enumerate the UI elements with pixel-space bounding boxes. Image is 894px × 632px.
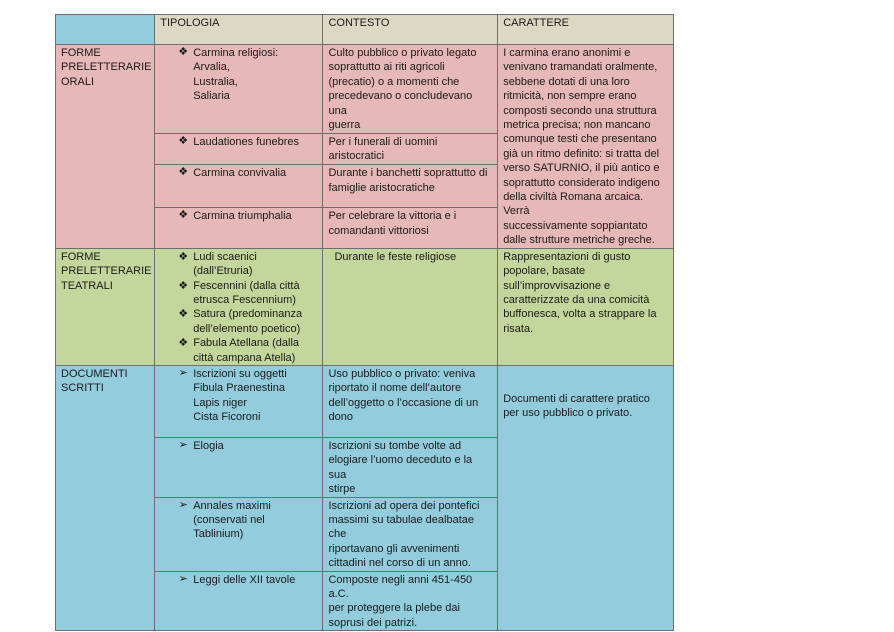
diamond-bullet-icon: ❖ <box>178 46 189 58</box>
tipologia-cell: ❖ Laudationes funebres <box>155 134 323 165</box>
arrow-bullet-icon: ➢ <box>178 498 188 511</box>
carattere-cell-teatrali: Rappresentazioni di gusto popolare, basate sull’improvvisazione e caratterizzate da una comicità buffonesca, volta a strappare la risata. <box>498 248 674 365</box>
contesto-cell: Iscrizioni ad opera dei pontefici massimi su tabulae dealbatae che riportavano gli avvenimenti cittadini nel corso di un anno. <box>323 497 498 571</box>
latin-forms-table <box>55 14 674 631</box>
contesto-cell: Durante i banchetti soprattutto di famiglie aristocratiche <box>323 165 498 208</box>
table-row <box>56 45 674 134</box>
tipologia-cell: ➢ Leggi delle XII tavole <box>155 571 323 631</box>
header-tipologia: TIPOLOGIA <box>155 15 323 45</box>
header-contesto: CONTESTO <box>323 15 498 45</box>
list-item: ❖ Ludi scaenici (dall’Etruria) <box>178 250 257 278</box>
tipologia-cell: ➢ Annales maximi (conservati nel Tablinium) <box>155 497 323 571</box>
arrow-bullet-icon: ➢ <box>178 438 188 451</box>
tipologia-cell: ➢ Elogia <box>155 437 323 497</box>
group-label-orali: FORME PRELETTERARIE ORALI <box>56 45 155 249</box>
diamond-bullet-icon: ❖ <box>178 250 189 263</box>
tipologia-cell: ❖ Carmina convivalia <box>155 165 323 208</box>
list-item: ❖ Satura (predominanza dell’elemento poetico) <box>178 308 303 335</box>
contesto-cell: Composte negli anni 451-450 a.C. per proteggere la plebe dai soprusi dei patrizi. <box>323 571 498 631</box>
table-row <box>56 365 674 437</box>
header-row <box>56 15 674 45</box>
contesto-cell: Iscrizioni su tombe volte ad elogiare l’uomo deceduto e la sua stirpe <box>323 437 498 497</box>
carattere-cell-orali: I carmina erano anonimi e venivano tramandati oralmente, sebbene dotati di una loro ritmicità, non sempre erano composti secondo una struttura metrica precisa; non mancano comunque testi che presentano già un ritmo definito: si tratta del verso SATURNIO, il più antico e soprattutto considerato indigeno della civiltà Romana arcaica. Verrà successivamente soppiantato dalle strutture metriche greche. <box>498 45 674 249</box>
diamond-bullet-icon: ❖ <box>178 337 189 350</box>
carattere-cell-documenti: Documenti di carattere pratico per uso pubblico o privato. <box>498 365 674 630</box>
contesto-cell: Per i funerali di uomini aristocratici <box>323 134 498 165</box>
group-label-teatrali: FORME PRELETTERARIE TEATRALI <box>56 248 155 365</box>
tipologia-cell: ❖ Carmina religiosi: Arvalia, Lustralia, Saliaria <box>155 45 323 134</box>
diamond-bullet-icon: ❖ <box>178 279 189 292</box>
list-item: ❖ Fescennini (dalla città etrusca Fescennium) <box>178 279 300 306</box>
tipologia-cell: ❖ Carmina triumphalia <box>155 208 323 248</box>
diamond-bullet-icon: ❖ <box>178 209 189 222</box>
contesto-cell: Uso pubblico o privato: veniva riportato il nome dell’autore dell’oggetto o l’occasione di un dono <box>323 365 498 437</box>
group-label-documenti: DOCUMENTI SCRITTI <box>56 365 155 630</box>
tipologia-cell: ➢ Iscrizioni su oggetti Fibula Praenestina Lapis niger Cista Ficoroni <box>155 365 323 437</box>
arrow-bullet-icon: ➢ <box>178 572 188 585</box>
tipologia-cell-teatrali <box>155 248 323 365</box>
diamond-bullet-icon: ❖ <box>178 135 189 148</box>
diamond-bullet-icon: ❖ <box>178 166 189 179</box>
header-carattere: CARATTERE <box>498 15 674 45</box>
diamond-bullet-icon: ❖ <box>178 308 189 321</box>
contesto-cell: Culto pubblico o privato legato soprattutto ai riti agricoli (precatio) o a momenti che precedevano o concludevano una guerra <box>323 45 498 134</box>
contesto-cell: Per celebrare la vittoria e i comandanti vittoriosi <box>323 208 498 248</box>
list-item: ❖ Fabula Atellana (dalla città campana Atella) <box>178 337 300 364</box>
table-row <box>56 248 674 365</box>
contesto-cell: Durante le feste religiose <box>323 248 498 365</box>
arrow-bullet-icon: ➢ <box>178 366 188 379</box>
header-blank-cell <box>56 15 155 45</box>
